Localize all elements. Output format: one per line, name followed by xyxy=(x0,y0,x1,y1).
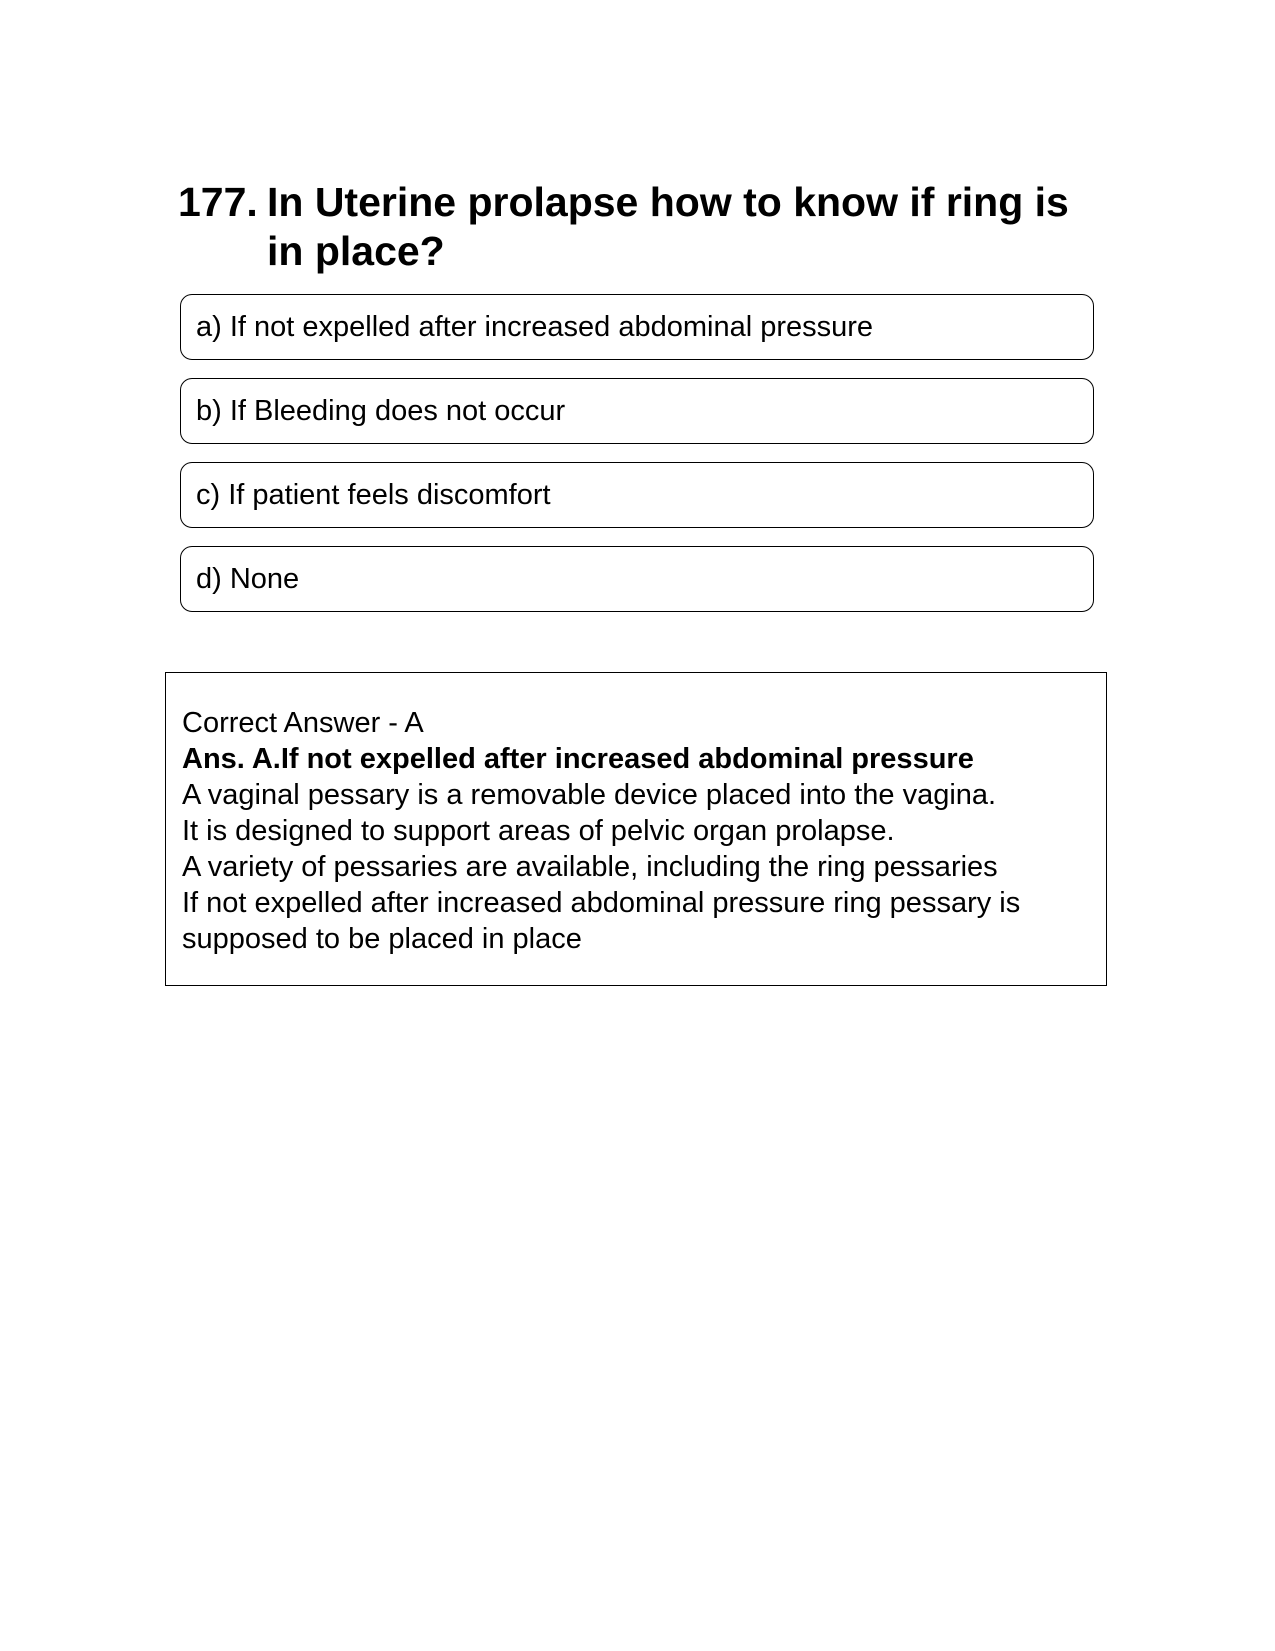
explanation-line: It is designed to support areas of pelvic organ prolapse. xyxy=(182,815,895,847)
question-text: In Uterine prolapse how to know if ring is in place? xyxy=(267,179,1069,274)
option-b[interactable]: b) If Bleeding does not occur xyxy=(180,378,1094,444)
option-d[interactable]: d) None xyxy=(180,546,1094,612)
correct-answer-label: Correct Answer - A xyxy=(182,707,424,739)
question-number: 177. xyxy=(178,179,258,225)
answer-heading: Ans. A.If not expelled after increased abdominal pressure xyxy=(182,743,974,775)
answer-explanation-box xyxy=(165,672,1107,986)
question-heading xyxy=(178,178,1098,276)
explanation-line: A vaginal pessary is a removable device placed into the vagina. xyxy=(182,779,997,811)
explanation-line: If not expelled after increased abdominal pressure ring pessary is xyxy=(182,887,1021,919)
option-a[interactable]: a) If not expelled after increased abdominal pressure xyxy=(180,294,1094,360)
option-c[interactable]: c) If patient feels discomfort xyxy=(180,462,1094,528)
explanation-line: supposed to be placed in place xyxy=(182,923,582,955)
explanation-line: A variety of pessaries are available, including the ring pessaries xyxy=(182,851,998,883)
